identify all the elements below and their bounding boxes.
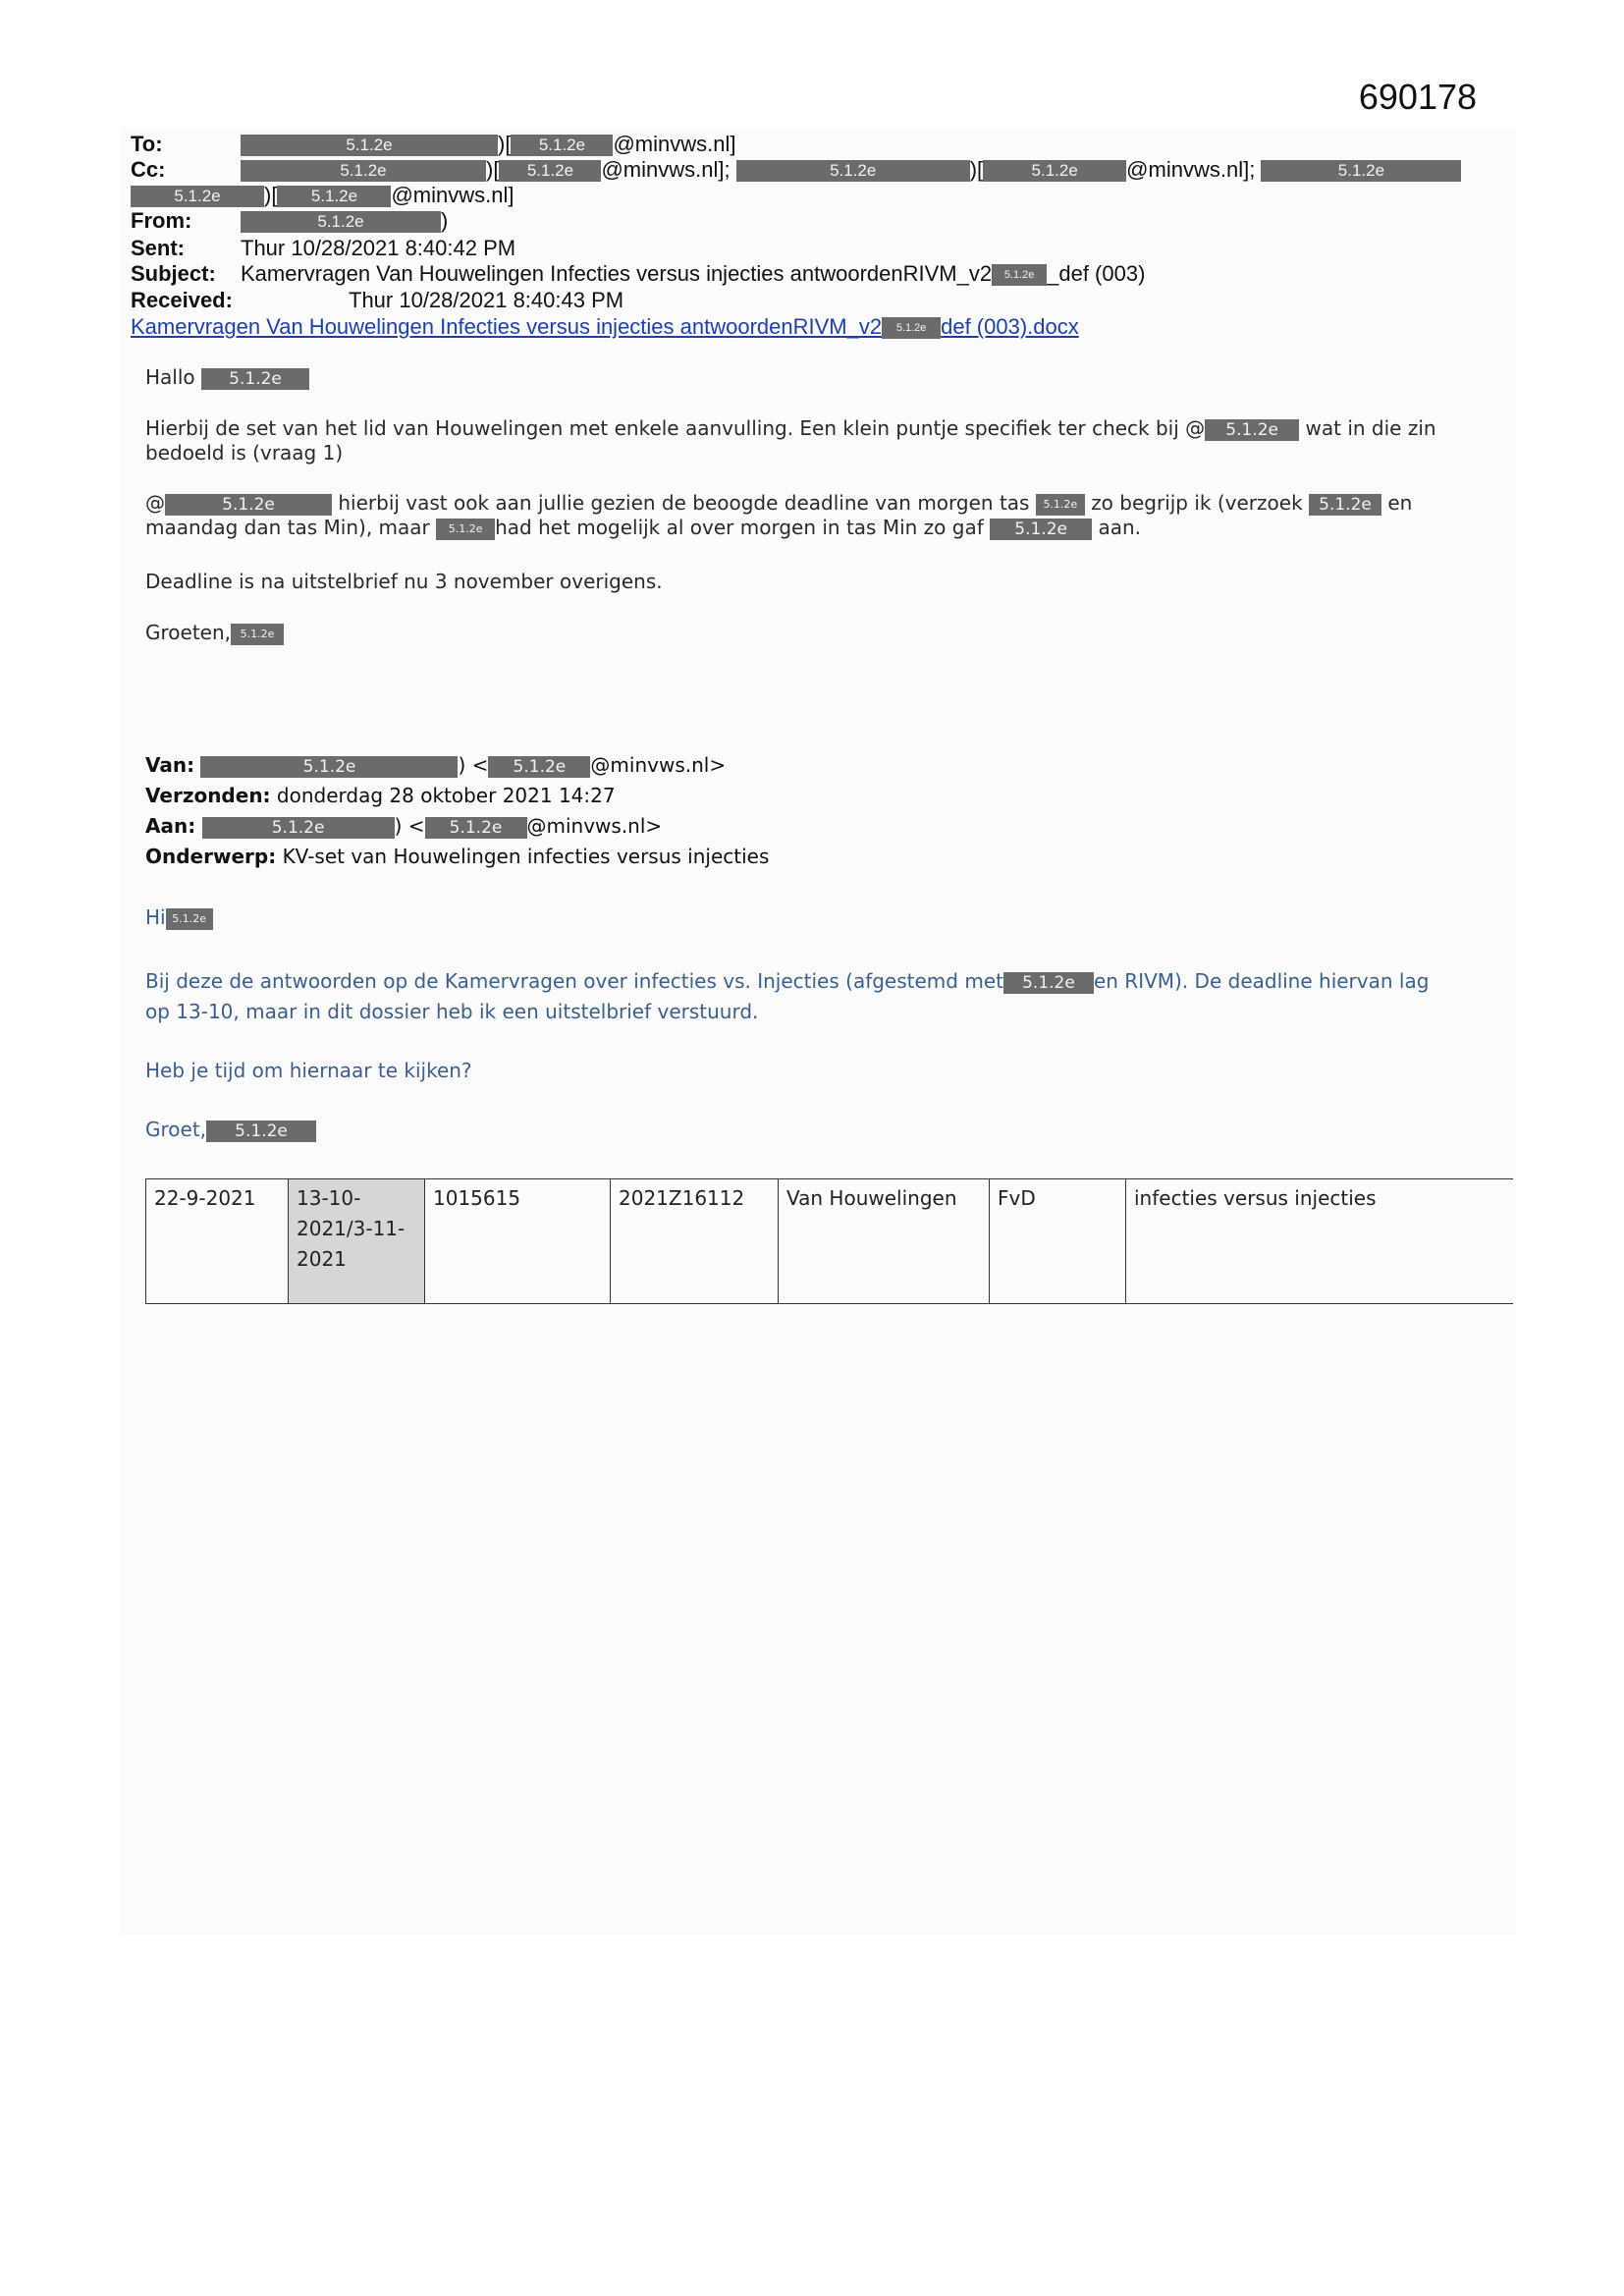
greeting: Hallo: [145, 365, 195, 389]
onderwerp-label: Onderwerp:: [145, 845, 277, 868]
redaction: 5.1.2e: [131, 186, 264, 207]
table-cell: FvD: [990, 1179, 1126, 1304]
p1-text: Hierbij de set van het lid van Houwelingen met enkele aanvulling. Een klein puntje specifiek ter check bij @: [145, 416, 1206, 440]
fwd-greeting-line: [145, 905, 213, 930]
fwd-p1-text: op 13-10, maar in dit dossier heb ik een uitstelbrief verstuurd.: [145, 1000, 759, 1023]
from-label: From:: [131, 208, 192, 233]
subject-label: Subject:: [131, 261, 216, 286]
attachment-row[interactable]: [131, 314, 1079, 340]
redaction: 5.1.2e: [882, 317, 941, 339]
van-label: Van:: [145, 753, 195, 777]
redaction: 5.1.2e: [1036, 494, 1085, 516]
table-row: [146, 1179, 1514, 1304]
redaction: 5.1.2e: [1261, 160, 1461, 182]
cc-domain: @minvws.nl];: [1126, 157, 1256, 182]
redaction: 5.1.2e: [511, 135, 613, 156]
van-domain: @minvws.nl>: [590, 753, 727, 777]
redaction: 5.1.2e: [231, 624, 284, 645]
fwd-greeting: Hi: [145, 905, 166, 929]
redaction: 5.1.2e: [990, 519, 1092, 540]
attachment-link-end[interactable]: def (003).docx: [941, 314, 1079, 339]
fwd-onderwerp-row: [145, 842, 769, 872]
redaction: 5.1.2e: [200, 756, 458, 778]
paragraph-3: Deadline is na uitstelbrief nu 3 november overigens.: [145, 570, 663, 593]
redaction: 5.1.2e: [165, 494, 332, 516]
redaction: 5.1.2e: [202, 817, 395, 839]
redaction: 5.1.2e: [1003, 972, 1094, 994]
redaction: 5.1.2e: [241, 135, 498, 156]
closing: Groeten,: [145, 621, 232, 644]
fwd-aan-row: [145, 811, 662, 842]
sent-label: Sent:: [131, 236, 185, 260]
subject-value-end: _def (003): [1047, 261, 1146, 286]
greeting-line: [145, 365, 309, 390]
redaction: 5.1.2e: [241, 211, 441, 233]
redaction: 5.1.2e: [201, 368, 309, 390]
verzonden-label: Verzonden:: [145, 784, 271, 807]
redaction: 5.1.2e: [277, 186, 391, 207]
kamervragen-table: [145, 1178, 1513, 1304]
fwd-p1-text: Bij deze de antwoorden op de Kamervragen over infecties vs. Injecties (afgestemd met: [145, 969, 1003, 993]
cc-label: Cc:: [131, 157, 166, 182]
sent-value: Thur 10/28/2021 8:40:42 PM: [241, 236, 516, 260]
closing-line: [145, 621, 284, 645]
paragraph-1: [145, 416, 1500, 465]
table-cell: Van Houwelingen: [779, 1179, 990, 1304]
p1-text: wat in die zin: [1305, 416, 1436, 440]
document-number: 690178: [1358, 77, 1477, 117]
table-cell: infecties versus injecties: [1126, 1179, 1514, 1304]
sent-row: [131, 236, 515, 261]
email-background: [120, 128, 1516, 1935]
redaction: 5.1.2e: [166, 908, 213, 930]
redaction: 5.1.2e: [425, 817, 527, 839]
redaction: 5.1.2e: [499, 160, 601, 182]
aan-mid: ) <: [394, 814, 425, 838]
fwd-closing-line: [145, 1118, 316, 1142]
redaction: 5.1.2e: [736, 160, 970, 182]
cc-domain: @minvws.nl];: [601, 157, 731, 182]
paragraph-2: [145, 491, 1500, 540]
van-mid: ) <: [458, 753, 489, 777]
verzonden-value: donderdag 28 oktober 2021 14:27: [276, 784, 616, 807]
redaction: 5.1.2e: [206, 1121, 316, 1142]
redaction: 5.1.2e: [241, 160, 486, 182]
p2-text: aan.: [1098, 516, 1142, 539]
fwd-paragraph-1: [145, 966, 1500, 1027]
received-value: Thur 10/28/2021 8:40:43 PM: [349, 288, 624, 312]
redaction: 5.1.2e: [992, 264, 1047, 286]
p2-text: en: [1387, 491, 1413, 515]
cc-row-2: 5.1.2e )[ 5.1.2e @minvws.nl]: [131, 183, 514, 208]
attachment-link[interactable]: Kamervragen Van Houwelingen Infecties versus injecties antwoordenRIVM_v2: [131, 314, 883, 339]
redaction: 5.1.2e: [436, 519, 495, 540]
to-domain: @minvws.nl]: [613, 132, 736, 156]
to-label: To:: [131, 132, 163, 156]
subject-row: [131, 261, 1145, 287]
p2-text: @: [145, 491, 165, 515]
p1-text: bedoeld is (vraag 1): [145, 441, 344, 465]
fwd-verzonden-row: [145, 781, 616, 811]
fwd-paragraph-2: Heb je tijd om hiernaar te kijken?: [145, 1059, 472, 1082]
p2-text: hierbij vast ook aan jullie gezien de beoogde deadline van morgen tas: [338, 491, 1030, 515]
aan-label: Aan:: [145, 814, 196, 838]
table-cell: 1015615: [425, 1179, 611, 1304]
aan-domain: @minvws.nl>: [526, 814, 663, 838]
cc-row: Cc: 5.1.2e )[ 5.1.2e @minvws.nl]; 5.1.2e )[ 5.1.2e @minvws.nl]; 5.1.2e: [131, 157, 1461, 183]
table-cell: 2021Z16112: [611, 1179, 779, 1304]
cc-domain: @minvws.nl]: [391, 183, 514, 207]
from-row: From: 5.1.2e ): [131, 208, 449, 233]
redaction: 5.1.2e: [983, 160, 1126, 182]
to-row: To: 5.1.2e )[ 5.1.2e @minvws.nl]: [131, 132, 736, 156]
fwd-closing: Groet,: [145, 1118, 207, 1141]
redaction: 5.1.2e: [1309, 494, 1381, 516]
fwd-p1-text: en RIVM). De deadline hiervan lag: [1093, 969, 1430, 993]
redaction: 5.1.2e: [488, 756, 590, 778]
received-row: [131, 288, 623, 313]
table-cell: 13-10-2021/3-11-2021: [289, 1179, 425, 1304]
onderwerp-value: KV-set van Houwelingen infecties versus injecties: [282, 845, 770, 868]
received-label: Received:: [131, 288, 233, 312]
table-cell: 22-9-2021: [146, 1179, 289, 1304]
p2-text: had het mogelijk al over morgen in tas Min zo gaf: [495, 516, 984, 539]
fwd-van-row: [145, 750, 726, 781]
redaction: 5.1.2e: [1205, 419, 1299, 441]
p2-text: zo begrijp ik (verzoek: [1091, 491, 1303, 515]
subject-value: Kamervragen Van Houwelingen Infecties versus injecties antwoordenRIVM_v2: [241, 261, 993, 286]
p2-text: maandag dan tas Min), maar: [145, 516, 430, 539]
